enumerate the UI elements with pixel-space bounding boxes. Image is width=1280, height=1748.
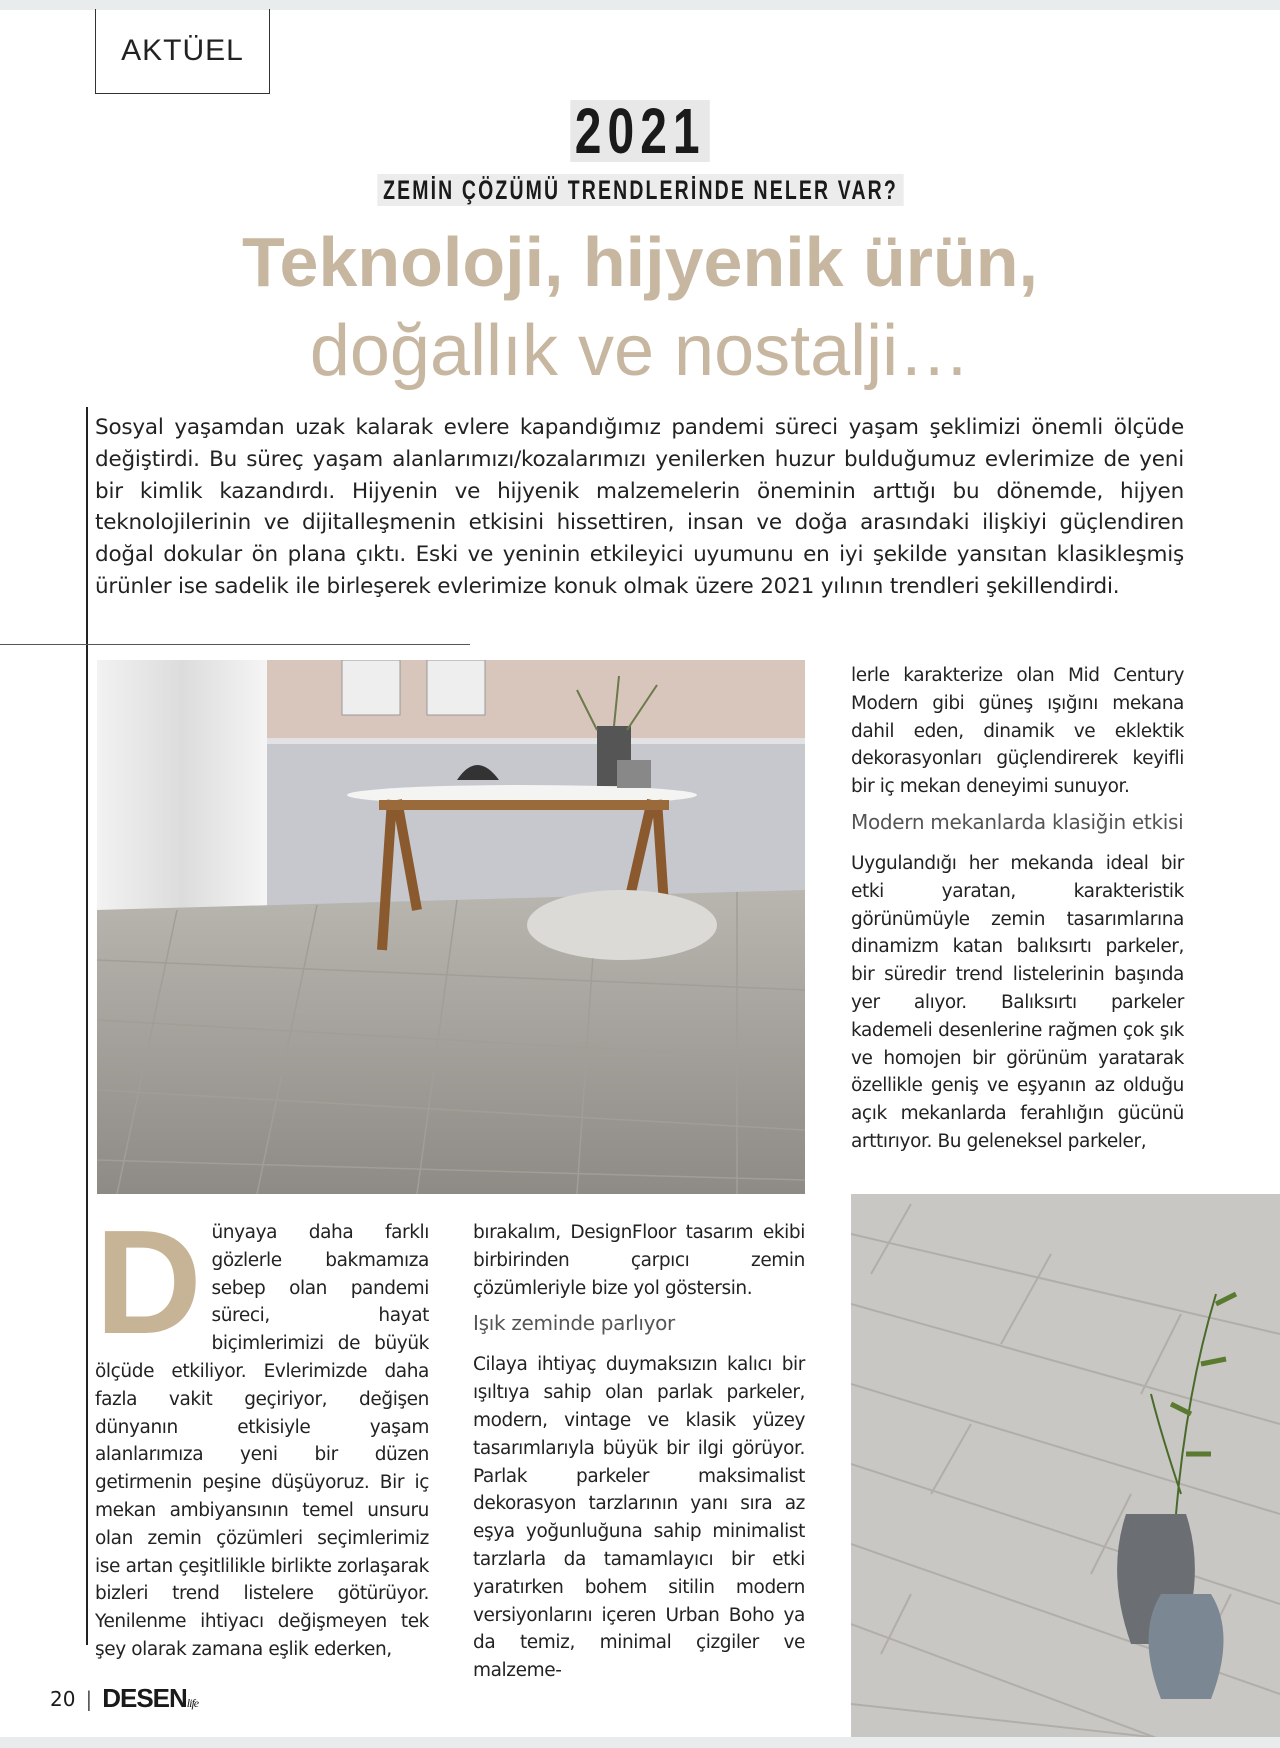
subheading-isik: Işık zeminde parlıyor (473, 1311, 675, 1336)
page-footer (50, 1683, 198, 1714)
subtitle (0, 174, 1280, 206)
section-label: AKTÜEL (95, 9, 270, 94)
column-3 (851, 662, 1184, 1156)
headline-line2: doğallık ve nostalji… (309, 311, 971, 391)
footer-separator: | (85, 1686, 93, 1711)
photo-living-room (97, 660, 805, 1194)
headline-line1: Teknoloji, hijyenik ürün, (241, 223, 1038, 301)
drop-cap: D (95, 1200, 202, 1365)
photo-floor-vase (851, 1194, 1280, 1737)
column-3-text-2: Uygulandığı her mekanda ideal bir etki yaratan, karakteristik görünümüyle zemin tasarımlarına dinamizm katan balıksırtı parkeler, bir süredir trend listelerinin başında yer alıyor. Balıksırtı parkeler kademeli desenlerine rağmen çok şık ve homojen bir görünüm yaratarak özellikle geniş ve eşyanın az olduğu açık mekanlarda ferahlığın gücünü arttırıyor. Bu geleneksel parkeler, (851, 852, 1184, 1152)
intro-rule (0, 644, 470, 645)
intro-paragraph: Sosyal yaşamdan uzak kalarak evlere kapandığımız pandemi süreci yaşam şeklimizi önemli ölçüde değiştirdi. Bu süreç yaşam alanlarımızı/kozalarımızı yenilerken huzur bulduğumuz evlerimize de yeni bir kimlik kazandırdı. Hijyenin ve hijyenik malzemelerin öneminin arttığı bu dönemde, hijyen teknolojilerinin ve dijitalleşmenin etkisini hissettiren, insan ve doğa arasındaki ilişkiyi güçlendiren doğal dokular ön plana çıktı. Eski ve yeninin etkileyici uyumunu en iyi şekilde yansıtan klasikleşmiş ürünler ise sadelik ile birleşerek evlerimize konuk olmak üzere 2021 yılının trendleri şekillendirdi. (95, 415, 1184, 599)
column-3-text-1: lerle karakterize olan Mid Century Modern gibi güneş ışığını mekana dahil eden, dinamik ve eklektik dekorasyonları güçlendirerek keyifli bir iç mekan deneyimi sunuyor. (851, 665, 1184, 798)
magazine-logo (102, 1683, 198, 1714)
column-2-text-2: Cilaya ihtiyaç duymaksızın kalıcı bir ışıltıya sahip olan parlak parkeler, modern, vintage ve klasik yüzey tasarımlarıyla büyük bir ilgi görüyor. Parlak parkeler maksimalist dekorasyon tarzlarının yanı sıra az eşya yoğunluğuna sahip minimalist tarzlarla da tamamlayıcı bir etki yaratırken bohem sitilin modern versiyonlarını içeren Urban Boho ya da temiz, minimal çizgiler ve malzeme- (473, 1354, 805, 1682)
subheading-modern: Modern mekanlarda klasiğin etkisi (851, 809, 1184, 834)
column-2 (473, 1219, 805, 1685)
column-rule (86, 407, 88, 1645)
column-1 (95, 1200, 429, 1664)
logo-text: DESEN (102, 1683, 187, 1713)
page-number: 20 (50, 1686, 76, 1711)
column-1-text: ünyaya daha farklı gözlerle bakmamıza sebep olan pandemi süreci, hayat biçimlerimizi de büyük ölçüde etkiliyor. Evlerimizde daha fazla vakit geçiriyor, değişen dünyanın etkisiyle yaşam alanlarımıza yeni bir düzen getirmenin peşine düşüyoruz. Bir iç mekan ambiyansının temel unsuru olan zemin çözümleri seçimlerimiz ise artan çeşitlilikle birlikte zorlaşarak bizleri trend listelere götürüyor. Yenilenme ihtiyacı değişmeyen tek şey olarak zamana eşlik ederken, (95, 1222, 429, 1660)
subtitle-text: ZEMİN ÇÖZÜMÜ TRENDLERİNDE NELER VAR? (377, 174, 903, 206)
year-heading (0, 95, 1280, 167)
year-text: 2021 (570, 100, 710, 162)
logo-suffix: life (186, 1696, 199, 1710)
bottom-bar (0, 1737, 1280, 1748)
column-2-text-1: bırakalım, DesignFloor tasarım ekibi birbirinden çarpıcı zemin çözümleriyle bize yol göstersin. (473, 1222, 805, 1299)
